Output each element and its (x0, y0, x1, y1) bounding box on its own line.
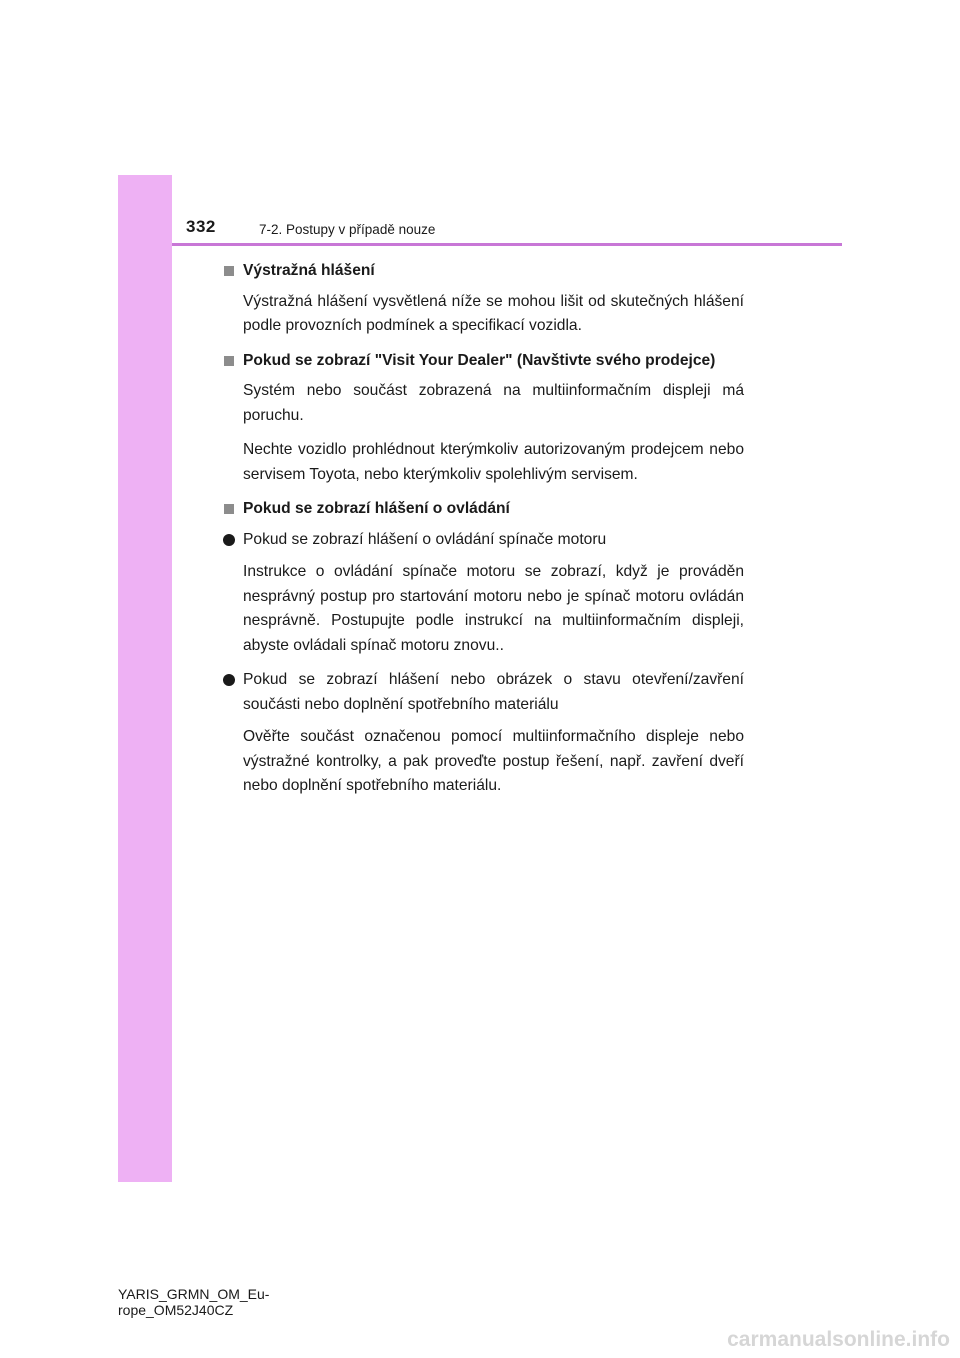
paragraph: Nechte vozidlo prohlédnout kterýmkoliv autorizovaným prodejcem nebo servisem Toyota, nebo kterýmkoliv spolehlivým servisem. (243, 441, 744, 483)
round-bullet-icon (223, 534, 235, 546)
square-bullet-icon (224, 266, 234, 276)
paragraph: Instrukce o ovládání spínače motoru se zobrazí, když je prováděn nesprávný postup pro startování motoru nebo je spínač motoru ovládán nesprávně. Postupujte podle instrukcí na multiinformačním displeji, abyste ovládali spínač motoru znovu.. (243, 563, 744, 654)
section-heading (222, 349, 744, 374)
paragraph: Ověřte součást označenou pomocí multiinformačního displeje nebo výstražné kontrolky, a pak proveďte postup řešení, např. zavření dveří nebo doplnění spotřebního materiálu. (243, 728, 744, 794)
paragraph: Systém nebo součást zobrazená na multiinformačním displeji má poruchu. (243, 382, 744, 424)
page-content (222, 255, 744, 809)
section-heading (222, 259, 744, 284)
bullet-item (222, 528, 744, 553)
heading-text: Pokud se zobrazí "Visit Your Dealer" (Navštivte svého prodejce) (243, 351, 716, 369)
paragraph: Výstražná hlášení vysvětlená níže se mohou lišit od skutečných hlášení podle provozních podmínek a specifikací vozidla. (243, 292, 744, 334)
section-title: 7-2. Postupy v případě nouze (259, 222, 436, 237)
chapter-side-tab (118, 175, 172, 1182)
bullet-title: Pokud se zobrazí hlášení nebo obrázek o stavu otevření/zavření součásti nebo doplnění spotřebního materiálu (243, 671, 744, 713)
header-divider (172, 243, 842, 246)
bullet-title: Pokud se zobrazí hlášení o ovládání spínače motoru (243, 530, 607, 548)
page-number: 332 (186, 217, 216, 236)
footer-line: YARIS_GRMN_OM_Eu- (118, 1286, 270, 1302)
square-bullet-icon (224, 356, 234, 366)
watermark: carmanualsonline.info (727, 1328, 950, 1351)
heading-text: Výstražná hlášení (243, 262, 375, 279)
heading-text: Pokud se zobrazí hlášení o ovládání (243, 500, 510, 517)
square-bullet-icon (224, 504, 234, 514)
bullet-item (222, 668, 744, 717)
section-heading (222, 497, 744, 522)
round-bullet-icon (223, 674, 235, 686)
footer-line: rope_OM52J40CZ (118, 1302, 234, 1318)
document-footer (118, 1286, 269, 1318)
